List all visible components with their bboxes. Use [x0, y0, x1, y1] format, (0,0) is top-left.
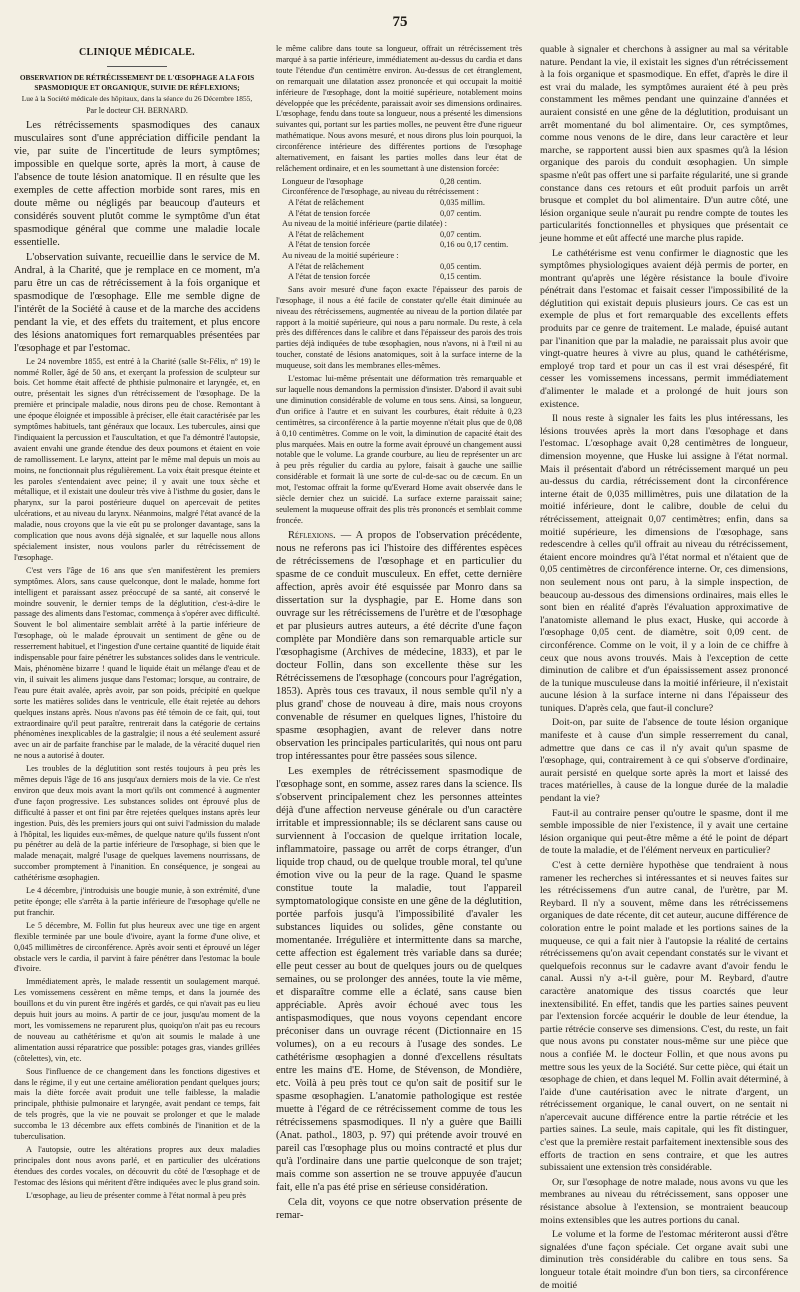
- case-paragraph: Sous l'influence de ce changement dans les fonctions digestives et dans le régime, il y eut une certaine amélioration pendant quelques jours; mais la diète forcée avait produit une telle faiblesse, la maladie principale, phthisie pulmonaire et laryngée, avait pendant ce temps, fait de tels progrès, que la vie ne pouvait se prolonger et que le malade succomba le 13 décembre aux effets combinés de l'inanition et de la tuberculisation.: [14, 1066, 260, 1142]
- case-paragraph: Le 24 novembre 1855, est entré à la Charité (salle St-Félix, nº 19) le nommé Roller, âgé de 50 ans, et exerçant la profession de sculpteur sur bois. Cet homme était affecté de phthisie pulmonaire et laryngée, et, en outre, présentait les signes d'un rétrécissement de l'œsophage. De la première et principale maladie, nous dirons peu de chose. Remontant à une époque éloignée et impossible à préciser, elle était caractérisée par les symptômes habituels, tant généraux que locaux. Les tubercules, ainsi que l'indiquaient la percussion et l'auscultation, et que l'a démontré l'autopsie, avaient envahi une grande étendue des deux poumons et étaient en voie de ramollissement. Le larynx, atteint par le même mal depuis un mois au moins, ne fonctionnait plus régulièrement. La voix était presque éteinte et les paroles s'entendaient avec peine; il y avait une toux sèche et métallique, et il existait une douleur très vive à l'isthme du gosier, dans le pharynx, sur la paroi postérieure duquel on apercevait de petites ulcérations, et au niveau du larynx. Néanmoins, malgré l'état avancé de la maladie, nous croyons que la vie eût pu se prolonger davantage, sans la complication que nous avons déjà signalée, et sur laquelle nous allons spécialement insister, nous voulons parler du rétrécissement de l'œsophage.: [14, 356, 260, 562]
- measurement-row: [276, 272, 522, 283]
- column-3: [540, 44, 788, 1291]
- case-paragraph: Le 5 décembre, M. Follin fut plus heureux avec une tige en argent flexible terminée par une boule d'ivoire, ayant la forme d'une olive, et 0,045 millimètres de circonférence. Après avoir senti et éprouvé un léger obstacle vers le cardia, il parvint à faire pénétrer dans l'estomac la boule d'ivoire.: [14, 920, 260, 974]
- article-note: Lue à la Société médicale des hôpitaux, dans la séance du 26 Décembre 1855,: [21, 94, 253, 104]
- body-paragraph: Faut-il au contraire penser qu'outre le spasme, dont il me semble impossible de nier l'existence, il y avait une certaine lésion organique qui peut-être même a été le point de départ de toute la maladie, et de l'élément nerveux en particulier?: [540, 807, 788, 857]
- body-paragraph: Sans avoir mesuré d'une façon exacte l'épaisseur des parois de l'œsophage, il nous a été facile de constater qu'elle était diminuée au niveau des rétrécissemens, augmentée au niveau de la portion dilatée par rapport à la moitié supérieure, qui nous a paru normale. Du reste, à cela près des différences dans le calibre et dans l'épaisseur des parois des trois parties déjà indiquées de tube œsophagien, nous n'avons, ni à l'œil ni au toucher, constaté de lésions anatomiques, soit à la surface interne de la muqueuse, soit dans les membranes elles-mêmes.: [276, 284, 522, 371]
- measurement-value: 0,035 millim.: [440, 198, 485, 208]
- measurement-row: [276, 251, 522, 262]
- measurement-value: 0,28 centim.: [440, 176, 482, 186]
- measurement-label: A l'état de relâchement: [288, 229, 364, 239]
- body-paragraph: Doit-on, par suite de l'absence de toute lésion organique manifeste et à cause d'un simple resserrement du canal, admettre que dans ce cas il n'y avait qu'un spasme de l'œsophage, qui, contrairement à ce qui s'observe d'ordinaire, aurait persisté en quelque sorte après la mort et laissé des traces matérielles, à cause de la longue durée de la maladie pendant la vie?: [540, 717, 788, 805]
- case-paragraph: L'œsophage, au lieu de présenter comme à l'état normal à peu près: [26, 1190, 247, 1200]
- measurement-row: [276, 219, 522, 230]
- title-rule: [107, 66, 167, 67]
- measurement-value: 0,07 centim.: [440, 229, 482, 239]
- measurement-value: 0,15 centim.: [440, 272, 482, 282]
- intro-paragraph: Les rétrécissements spasmodiques des canaux musculaires sont d'une appréciation difficile pendant la vie, par suite de l'incertitude de leurs symptômes; impossible en quelque sorte, après la mort, à cause de l'absence de toute lésion anatomique. Il en résulte que les exemples de cette affection morbide sont rares, mis en doute même ou négligés par beaucoup d'auteurs et considérés souvent plutôt comme le symptôme d'un état spasmodique général que comme une maladie locale essentielle.: [14, 119, 260, 248]
- measurement-table: [276, 177, 522, 283]
- measurement-label: A l'état de relâchement: [288, 198, 364, 208]
- article-subtitle: OBSERVATION DE RÉTRÉCISSEMENT DE L'ŒSOPHAGE A LA FOIS SPASMODIQUE ET ORGANIQUE, SUIVIE DE RÉFLEXIONS;: [19, 72, 255, 92]
- body-paragraph: quable à signaler et cherchons à assigner au mal sa véritable nature. Pendant la vie, il existait les signes d'un rétrécissement à la fois organique et spasmodique. En effet, d'après le dire il est vrai du malade, les symptômes auraient été à peu près constamment les mêmes pendant une quinzaine d'années et auraient consisté en une gêne de la déglutition, produisant un arrêt momentané du bol alimentaire. Or, ces symptômes, comme nous venons de le dire, dans leur caractère et leur marche, se rapportent aussi bien aux spasmes qu'à la lésion organique des parois du conduit œsophagien. Un simple spasme n'eût pas offert une si parfaite régularité, une si grande constance dans ces retours et eût produit parfois un arrêt brusque et complet du bol alimentaire. D'un autre côté, une lésion organique seule n'aurait pu rendre compte de toutes les particularités fonctionnelles et physiques que présentait ce jeune homme et eût affecté une marche plus rapide.: [540, 44, 788, 244]
- measurement-row: [276, 198, 522, 209]
- measurement-label: A l'état de tension forcée: [288, 240, 371, 250]
- measurement-label: Au niveau de la moitié inférieure (partie dilatée) :: [282, 219, 447, 229]
- measurement-label: A l'état de tension forcée: [288, 272, 371, 282]
- body-paragraph: Le volume et la forme de l'estomac mériteront aussi d'être signalées d'une façon spéciale. Cet organe avait subi une diminution très considérable du calibre en tous sens. Sa longueur totale était moindre d'un bon tiers, sa circonférence de moitié: [540, 1229, 788, 1291]
- measurement-label: Longueur de l'œsophage: [282, 176, 364, 186]
- measurement-label: A l'état de tension forcée: [288, 208, 371, 218]
- body-paragraph: L'estomac lui-même présentait une déformation très remarquable et sur laquelle nous demandons la permission d'insister. D'abord il avait subi une diminution considérable de volume en tous sens. Ainsi, sa longueur, d'un orifice à l'autre et en suivant les courbures, était réduite à 0,23 centimètres, sa circonférence à la partie moyenne n'était plus que de 0,08 à 0,10 centimètres. Comme on le voit, la diminution de capacité était des plus marquées. Mais en outre la forme avait éprouvé un changement aussi notable que le volume. La grande courbure, au lieu de représenter un arc à peu près régulier du cardia au pylore, faisait à gauche une saillie considérable et formait là une sorte de cul-de-sac ou de cæcum. En un mot, l'estomac offrait la forme qu'Everard Home avait observée dans le siècle dernier chez un suicidé. La surface externe paraissait saine; seulement la muqueuse offrait des plis très prononcés et semblait comme froncée.: [276, 374, 522, 525]
- case-paragraph: Les troubles de la déglutition sont restés toujours à peu près les mêmes depuis l'âge de 16 ans jusqu'aux derniers mois de la vie. Ce n'est environ que deux mois avant la mort qu'ils ont commencé à augmenter d'une façon progressive. Les substances solides ont éprouvé plus de difficulté à passer et ont fini par être rejetées quelques instans après leur ingestion. Puis, dès les premiers jours qui ont suivi l'admission du malade à l'hôpital, les liquides eux-mêmes, de quelque nature qu'ils fussent n'ont pu pénétrer au delà de la partie inférieure de l'œsophage, si bien que le malade menaçait, malgré l'usage de quelques lavemens nourrissans, de succomber promptement à l'inanition. En conséquence, je songeai au cathétérisme œsophagien.: [14, 764, 260, 883]
- column-1: [14, 44, 260, 1200]
- measurement-row: [276, 240, 522, 251]
- measurement-row: [276, 187, 522, 198]
- measurement-row: [276, 230, 522, 241]
- measurement-value: 0,05 centim.: [440, 261, 482, 271]
- measurement-row: [276, 209, 522, 220]
- body-paragraph: Les exemples de rétrécissement spasmodique de l'œsophage sont, en somme, assez rares dans la science. Ils s'observent principalement chez les personnes atteintes déjà d'une affection nerveuse générale ou d'un caractère irritable et impressionnable; ils se déclarent sans cause ou surviennent à l'occasion de quelque irritation locale, inflammatoire, passage ou arrêt de corps étranger, d'un liquide trop chaud, ou de quelque trouble moral, tel qu'une émotion vive ou la peur de la rage. Quand le spasme constitue toute la maladie, tout l'appareil symptomatologique consiste en une gêne de la déglutition, portée parfois jusqu'à l'impossibilité d'avaler les substances liquides ou solides, gêne constante ou momentanée. Irrégulière et intermittente dans sa marche, cette affection est également très variable dans sa durée; elle peut cesser au bout de quelques jours ou de quelques semaines, ou se prolonger des années, toute la vie même, et disparaître comme elle a éclaté, sans cause bien appréciable. Après avoir échoué avec tous les antispasmodiques, que nous voyons cependant encore préconiser dans un ouvrage récent (Dictionnaire en 15 volumes), on a eu recours à l'usage des sondes. Le cathétérisme œsophagien a donné d'excellens résultats entre les mains d'E. Home, de Stévenson, de Mondière, etc. Voilà à peu près tout ce qu'on sait de positif sur le spasme œsophagien. L'anatomie pathologique est restée muette à l'égard de ce rétrécissement comme de tous les rétrécissemens spasmodiques. Il n'y a guère que Bailli (Anat. pathol., 1803, p. 97) qui prétende avoir trouvé en pareil cas l'œsophage plus ou moins contracté et plus dur qu'à l'ordinaire dans une partie quelconque de son trajet; mais comme son assertion ne se trouve appuyée d'aucun fait, elle n'a pas été prise en sérieuse considération.: [276, 765, 522, 1193]
- measurement-label: Au niveau de la moitié supérieure :: [282, 251, 399, 261]
- column-2: [276, 44, 522, 1221]
- page-number: 75: [392, 14, 408, 30]
- body-paragraph: C'est à cette dernière hypothèse que tendraient à nous ramener les recherches si intéressantes et si neuves faites sur les rétrécissemens d'un autre canal, de l'urètre, par M. Reybard. Il n'y a souvent, même dans les rétrécissemens organiques de date récente, dit cet auteur, aucune différence de coloration entre le point malade et les portions saines de la muqueuse, ce qui a fait nier à l'autopsie la réalité de certains rétrécissemens qu'on avait cependant constatés sur le vivant et quelquefois reconnus sur le cadavre avant d'avoir fendu le canal. Aussi n'y a-t-il guère, pour M. Reybard, d'autre caractère anatomique des tissus coarctés que leur inextensibilité. En effet, tandis que les parties saines peuvent par l'extension forcée acquérir le double de leur étendue, la partie rétrécie conserve ses dimensions. C'est, du reste, un fait que nous avons pu constater nous-même sur une pièce que nous a confiée M. le docteur Follin, et que nous avons pu mettre sous les yeux de la Société. Sur cette pièce, qui était un œsophage de chien, et dans lequel M. Follin avait déterminé, à l'aide d'une cautérisation avec le nitrate d'argent, un rétrécissement organique, le canal ouvert, on ne sentait ni n'apercevait aucune différence entre la partie rétrécie et les parties saines. La seule, mais capitale, qui les fît distinguer, c'est que la première restait parfaitement inextensible sous des efforts de traction en sens contraire, et que les autres subissaient une extension très considérable.: [540, 860, 788, 1174]
- measurement-label: A l'état de relâchement: [288, 261, 364, 271]
- case-paragraph: C'est vers l'âge de 16 ans que s'en manifestèrent les premiers symptômes. Alors, sans cause quelconque, dont le malade, homme fort intelligent et paraissant assez préoccupé de sa santé, ait conservé le moindre souvenir, le dernier temps de la déglutition, c'est-à-dire le passage des aliments dans l'estomac, commença à s'opérer avec difficulté. Souvent le bol alimentaire semblait arrêté à la partie inférieure de l'œsophage, où le malade éprouvait un sentiment de gêne ou de resserrement habituel, et l'ingestion d'une certaine quantité de liquide était indispensable pour faire pénétrer les substances solides dans le ventricule. Mais, phénomène bizarre ! quand le liquide était un mélange d'eau et de vin, il suivait les alimens jusque dans l'estomac; lorsque, au contraire, de l'eau pure était avalée, après avoir, par son poids, précipité en quelque sorte les matières solides dans le ventricule, elle était rejetée au dehors quelques instans après. Nous n'avons pas été témoin de ce fait, qui, tout extraordinaire qu'il peut paraître, rentrerait dans la catégorie de certains phénomènes inexplicables de la gastralgie; il nous a été seulement assuré avec un air de parfaite franchise par le malade, de la véracité duquel rien ne nous a autorisé à douter.: [14, 565, 260, 761]
- case-paragraph: Immédiatement après, le malade ressentit un soulagement marqué. Les vomissemens cessèrent en même temps, et dans la journée des bouillons et du vin purent être ingérés et gardés, ce qui n'avait pas eu lieu depuis huit jours au moins. A partir de ce jour, jusqu'au moment de la mort, les vomissemens ne reparurent plus, quoiqu'on n'ait pas eu recours de nouveau au cathétérisme et qu'on ait soumis le malade à une alimentation aussi réparatrice que possible: potages gras, viandes grillées (côtelettes), vin, etc.: [14, 977, 260, 1063]
- measurement-row: [276, 262, 522, 273]
- body-paragraph: Le cathétérisme est venu confirmer le diagnostic que les symptômes physiologiques avaient déjà permis de porter, en montrant qu'après une légère résistance la boule d'ivoire pénétrait dans l'estomac et faisait cesser l'impossibilité de la déglutition qui existait depuis plusieurs jours. Ce cas est un exemple de plus et fort remarquable des excellents effets produits par ce genre de traitement. Le malade, épuisé autant par l'inanition que par la maladie, ne paraissait plus avoir que vingt-quatre heures à vivre au plus, quand le cathétérisme, employé trop tard et pour un cas il est vrai désespéré, fit cesser les vomissemens incessans, permit immédiatement d'alimenter le malade et a prolongé de huit jours son existence.: [540, 247, 788, 410]
- measurement-value: 0,16 ou 0,17 centim.: [440, 240, 509, 250]
- reflexions-text: — A propos de l'observation précédente, nous ne referons pas ici l'histoire des différentes espèces de rétrécissemens de l'œsophage et en particulier du spasme de ce conduit musculeux. En effet, cette dernière affection, après avoir été esquissée par Monro dans sa dissertation sur la dysphagie, par E. Home dans son ouvrage sur les rétrécissemens de l'urètre et de l'œsophage et par plusieurs autres auteurs, a été décrite d'une façon complète par Mondière dans son remarquable article sur l'œsophagisme (Archives de médecine, 1833), et par le docteur Follin, dans son excellente thèse sur les Rétrécissemens de l'œsophage (concours pour l'agrégation, 1853). Après tous ces travaux, il nous semble qu'il n'y a plus grand' chose de nouveau à dire, mais nous croyons convenable de résumer en quelques lignes, l'histoire du spasme œsophagien, avant de relever dans notre observation les principales particularités, qui nous ont paru trop intéressantes pour être passées sous silence.: [276, 529, 522, 762]
- article-author: Par le docteur CH. BERNARD.: [86, 105, 188, 115]
- reflexions-heading: Réflexions.: [288, 529, 336, 541]
- intro-paragraph: L'observation suivante, recueillie dans le service de M. Andral, à la Charité, que je remplace en ce moment, m'a paru être un cas de rétrécissement à la fois organique et spasmodique de l'œsophage. Elle me semble digne de l'intérêt de la Société à cause et de la marche des accidens pendant la vie, et des effets du traitement, et plus encore des lésions anatomiques fort remarquables présentées par l'œsophage et par l'estomac.: [14, 251, 260, 354]
- body-paragraph: le même calibre dans toute sa longueur, offrait un rétrécissement très marqué à sa partie inférieure, immédiatement au-dessus du cardia et dans toute l'étendue d'un centimètre environ. Au-dessus de cet étranglement, on remarquait une dilatation assez prononcée et qui occupait la moitié inférieure de l'œsophage, dont la moitié supérieure, notablement moins développée que les précédente, paraissait avoir ses dimensions ordinaires. L'œsophage, fendu dans toute sa longueur, nous a présenté les dimensions suivantes qui, portant sur les parties molles, ne peuvent être d'une rigueur mathématique. Nous avons mesuré, et nous dirons plus loin pourquoi, la circonférence intérieure des différentes portions de l'œsophage alternativement, en faisant les parties molles dans leur état de relâchement ordinaire, et en les soumettant à une distension forcée:: [276, 44, 522, 173]
- body-paragraph: Or, sur l'œsophage de notre malade, nous avons vu que les membranes au niveau du rétrécissement, sans opposer une résistance absolue à l'extension, se montraient beaucoup moins extensibles que les autres portions du canal.: [540, 1176, 788, 1226]
- reflexions-paragraph: [276, 529, 522, 763]
- measurement-label: Circonférence de l'œsophage, au niveau du rétrécissement :: [282, 187, 479, 197]
- measurement-row: [276, 177, 522, 188]
- section-title: CLINIQUE MÉDICALE.: [79, 47, 195, 58]
- case-paragraph: A l'autopsie, outre les altérations propres aux deux maladies principales dont nous avons parlé, et en particulier des ulcérations étendues des cordes vocales, on découvrit du côté de l'œsophage et de l'estomac des lésions qui méritent d'être indiquées avec le plus grand soin.: [14, 1144, 260, 1187]
- case-paragraph: Le 4 décembre, j'introduisis une bougie munie, à son extrémité, d'une petite éponge; elle s'arrêta à la partie inférieure de l'œsophage qu'elle ne put franchir.: [14, 886, 260, 917]
- body-paragraph: Cela dit, voyons ce que notre observation présente de remar-: [276, 1196, 522, 1221]
- measurement-value: 0,07 centim.: [440, 208, 482, 218]
- body-paragraph: Il nous reste à signaler les faits les plus intéressans, les lésions trouvées après la mort dans l'œsophage et dans l'estomac. L'œsophage avait 0,28 centimètres de longueur, dimension moyenne, que Huske lui assigne à l'état normal. Mais il présentait d'abord un rétrécissement marqué un peu au-dessus du cardia, rétrécissement dont la circonférence interne était de 0,035 millimètres, puis une dilatation de la moitié inférieure, dont le calibre, double de celui du rétrécissement, atteignait 0,07 centimètres; enfin, dans sa moitié supérieure, les dimensions de l'œsophage, sans redescendre à celles qu'il offrait au niveau du rétrécissement, étaient encore moindres qu'à l'état normal et n'étaient que de 0,05 centimètres de circonférence interne. Or, ces dimensions, non seulement nous ont paru, à la simple inspection, de beaucoup au-dessous des dimensions ordinaires, mais elles le sont bien en réalité d'après l'évaluation approximative de l'anatomiste allemand le plus exact, Huske, qui accorde à l'œsophage 0,05 cent. de diamètre, soit 0,09 cent. de circonférence. Comme on le voit, il y a loin de ce chiffre à ceux que nous avons trouvés. Mais à l'exception de cette diminution de calibre et d'un épaississement assez prononcé de la tunique musculeuse dans la moitié inférieure, il n'existait aucune lésion à la surface interne ni dans l'épaisseur des tuniques. D'après cela, que faut-il conclure?: [540, 413, 788, 714]
